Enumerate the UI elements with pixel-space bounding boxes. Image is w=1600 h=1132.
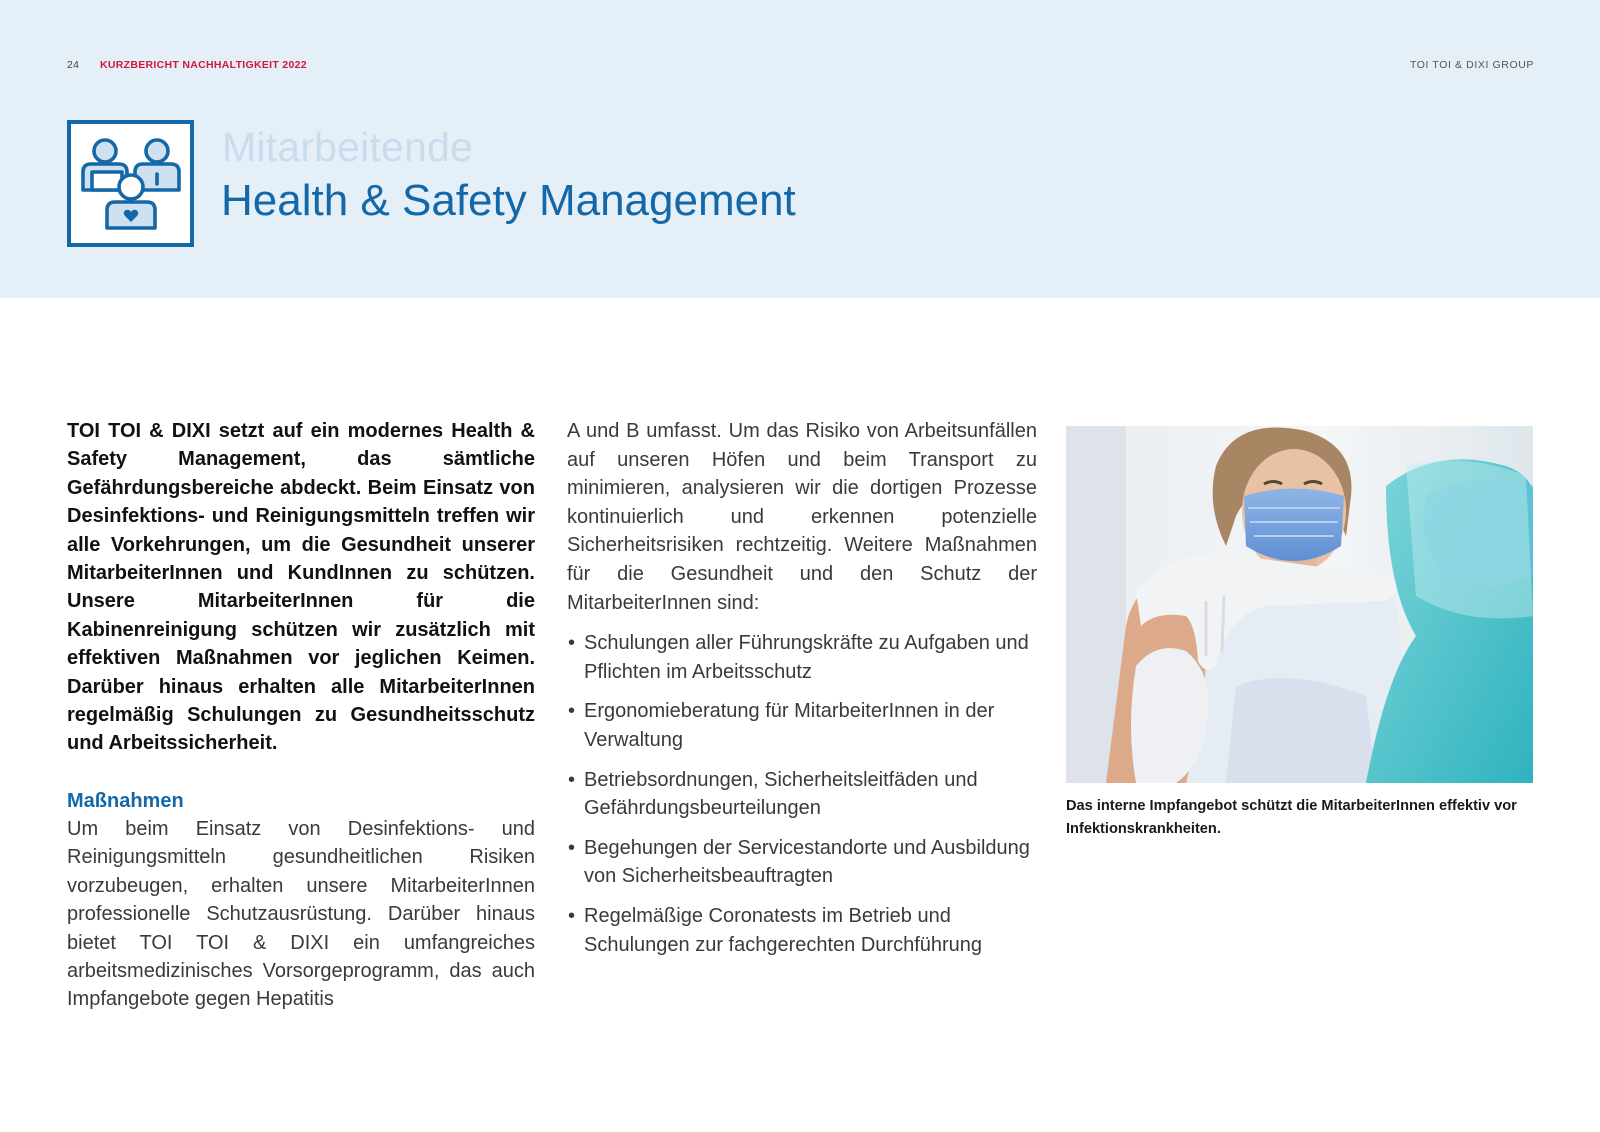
lead-paragraph: TOI TOI & DIXI setzt auf ein modernes Health & Safety Management, das sämtliche Gefährdungsbereiche abdeckt. Beim Einsatz von Desinfektions- und Reinigungsmitteln treffen wir alle Vorkehrungen, um die Gesundheit unserer MitarbeiterInnen und KundInnen zu schützen. Unsere MitarbeiterInnen für die Kabinenreinigung schützen wir zusätzlich mit effektiven Maßnahmen vor jeglichen Keimen. Darüber hinaus erhalten alle MitarbeiterInnen regelmäßig Schulungen zu Gesundheitsschutz und Arbeitssicherheit. — [67, 420, 535, 755]
page-number: 24 — [67, 59, 80, 71]
page-title: Health & Safety Management — [221, 176, 796, 225]
photo-caption: Das interne Impfangebot schützt die MitarbeiterInnen effektiv vor Infektionskrankheiten. — [1066, 798, 1517, 837]
list-item: • Regelmäßige Coronatests im Betrieb und Schulungen zur fachgerechten Durchführung — [567, 902, 1037, 959]
brand-name: TOI TOI & DIXI GROUP — [1409, 59, 1534, 71]
subheading-massnahmen: Maßnahmen — [67, 789, 184, 812]
body-paragraph-continued: A und B umfasst. Um das Risiko von Arbeitsunfällen auf unseren Höfen und beim Transport zu minimieren, analysieren wir die dortigen Prozesse kontinuierlich und erkennen potenzielle Sicherheitsrisiken rechtzeitig. Weitere Maßnahmen für die Gesundheit und den Schutz der MitarbeiterInnen sind: — [567, 420, 1037, 614]
text-column-left — [67, 417, 535, 1014]
report-title: KURZBERICHT NACHHALTIGKEIT 2022 — [100, 59, 307, 71]
employees-group-icon — [67, 120, 194, 247]
list-item: • Ergonomieberatung für MitarbeiterInnen in der Verwaltung — [567, 697, 1037, 754]
body-paragraph: Um beim Einsatz von Desinfektions- und Reinigungsmitteln gesundheitlichen Risiken vorzubeugen, erhalten unsere MitarbeiterInnen professionelle Schutzausrüstung. Darüber hinaus bietet TOI TOI & DIXI ein umfangreiches arbeitsmedizinisches Vorsorgeprogramm, das auch Impfangebote gegen Hepatitis — [67, 817, 535, 1011]
list-item: • Schulungen aller Führungskräfte zu Aufgaben und Pflichten im Arbeitsschutz — [567, 629, 1037, 686]
section-label: Mitarbeitende — [222, 124, 474, 170]
measures-list — [567, 629, 1037, 959]
text-column-middle — [567, 417, 1037, 970]
list-item: • Begehungen der Servicestandorte und Ausbildung von Sicherheitsbeauftragten — [567, 834, 1037, 891]
list-item: • Betriebsordnungen, Sicherheitsleitfäden und Gefährdungsbeurteilungen — [567, 766, 1037, 823]
vaccination-photo — [1066, 426, 1533, 783]
